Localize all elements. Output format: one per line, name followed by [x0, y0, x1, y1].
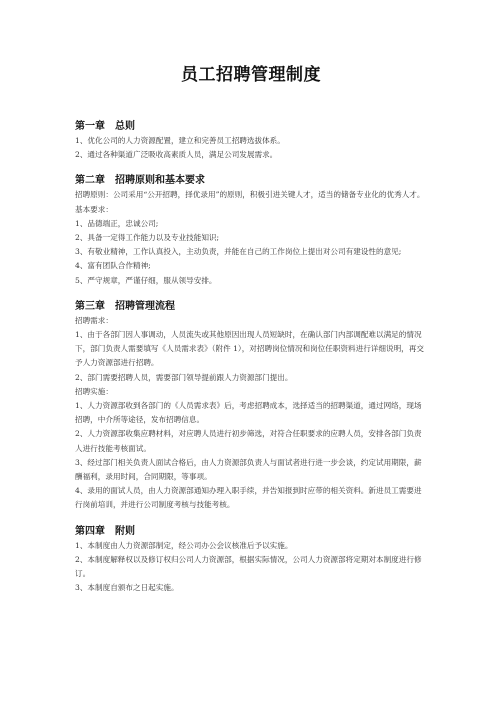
paragraph: 4、录用的面试人员，由人力资源部通知办理入职手续，并告知报到时应带的相关资料。新进员工需要进行岗前培训，并进行公司制度考核与技能考核。 [75, 486, 422, 510]
chapter-heading: 第四章 附则 [75, 525, 135, 537]
paragraph: 3、本制度自颁布之日起实施。 [75, 583, 179, 593]
paragraph: 2、具备一定得工作能力以及专业技能知识; [75, 233, 220, 243]
paragraph: 招聘实施： [75, 386, 113, 396]
chapter-4 [75, 522, 427, 596]
paragraph: 基本要求： [75, 204, 113, 214]
paragraph: 1、优化公司的人力资源配置，建立和完善员工招聘选拔体系。 [75, 136, 285, 145]
paragraph: 1、品德端正，忠诚公司; [75, 218, 159, 228]
paragraph: 2、本制度解释权以及修订权归公司人力资源部，根据实际情况，公司人力资源部将定期对本制度进行修订。 [75, 554, 422, 579]
paragraph: 2、部门需要招聘人员，需要部门领导提前跟人力资源部门提出。 [75, 372, 293, 382]
paragraph: 1、由于各部门因人事调动，人员流失或其他原因出现人员短缺时，在确认部门内部调配难以满足的情况下，部门负责人需要填写《人员需求表》（附件 1），对招聘岗位情况和岗位任职资料进行详细说明，再交予人力资源部进行招聘。 [75, 330, 424, 368]
chapter-heading: 第二章 招聘原则和基本要求 [75, 175, 205, 187]
paragraph: 3、有敬业精神，工作认真投入，主动负责，并能在自己的工作岗位上提出对公司有建设性的意见; [75, 247, 402, 257]
chapter-heading: 第一章 总则 [75, 121, 135, 132]
document-title: 员工招聘管理制度 [181, 65, 321, 85]
chapter-3 [75, 297, 427, 513]
paragraph: 2、通过各种渠道广泛吸收高素质人员，满足公司发展需求。 [75, 150, 278, 160]
paragraph: 3、经过部门相关负责人面试合格后，由人力资源部负责人与面试者进行进一步会谈，约定试用期限，薪酬福利，录用时间，合同期限，等事项。 [75, 457, 422, 482]
paragraph: 招聘原则：公司采用“公开招聘，择优录用”的原则，积极引进关键人才，适当的储备专业化的优秀人才。 [75, 190, 425, 200]
paragraph: 2、人力资源部收集应聘材料，对应聘人员进行初步筛选，对符合任职要求的应聘人员，安排各部门负责人进行技能考核面试。 [75, 429, 422, 453]
paragraph: 5、严守规章，严谨仔细，服从领导安排。 [75, 275, 217, 285]
paragraph: 1、人力资源部收到各部门的《人员需求表》后，考虑招聘成本，选择适当的招聘渠道，通过网络，现场招聘，中介所等途径，发布招聘信息。 [75, 401, 422, 425]
paragraph: 招聘需求： [75, 315, 113, 325]
chapter-1 [75, 117, 427, 162]
chapter-2 [75, 171, 427, 287]
paragraph: 1、本制度由人力资源部制定，经公司办公会议核准后予以实施。 [75, 540, 293, 550]
paragraph: 4、富有团队合作精神; [75, 261, 151, 271]
document-page [75, 60, 427, 604]
chapter-heading: 第三章 招聘管理流程 [75, 300, 175, 312]
